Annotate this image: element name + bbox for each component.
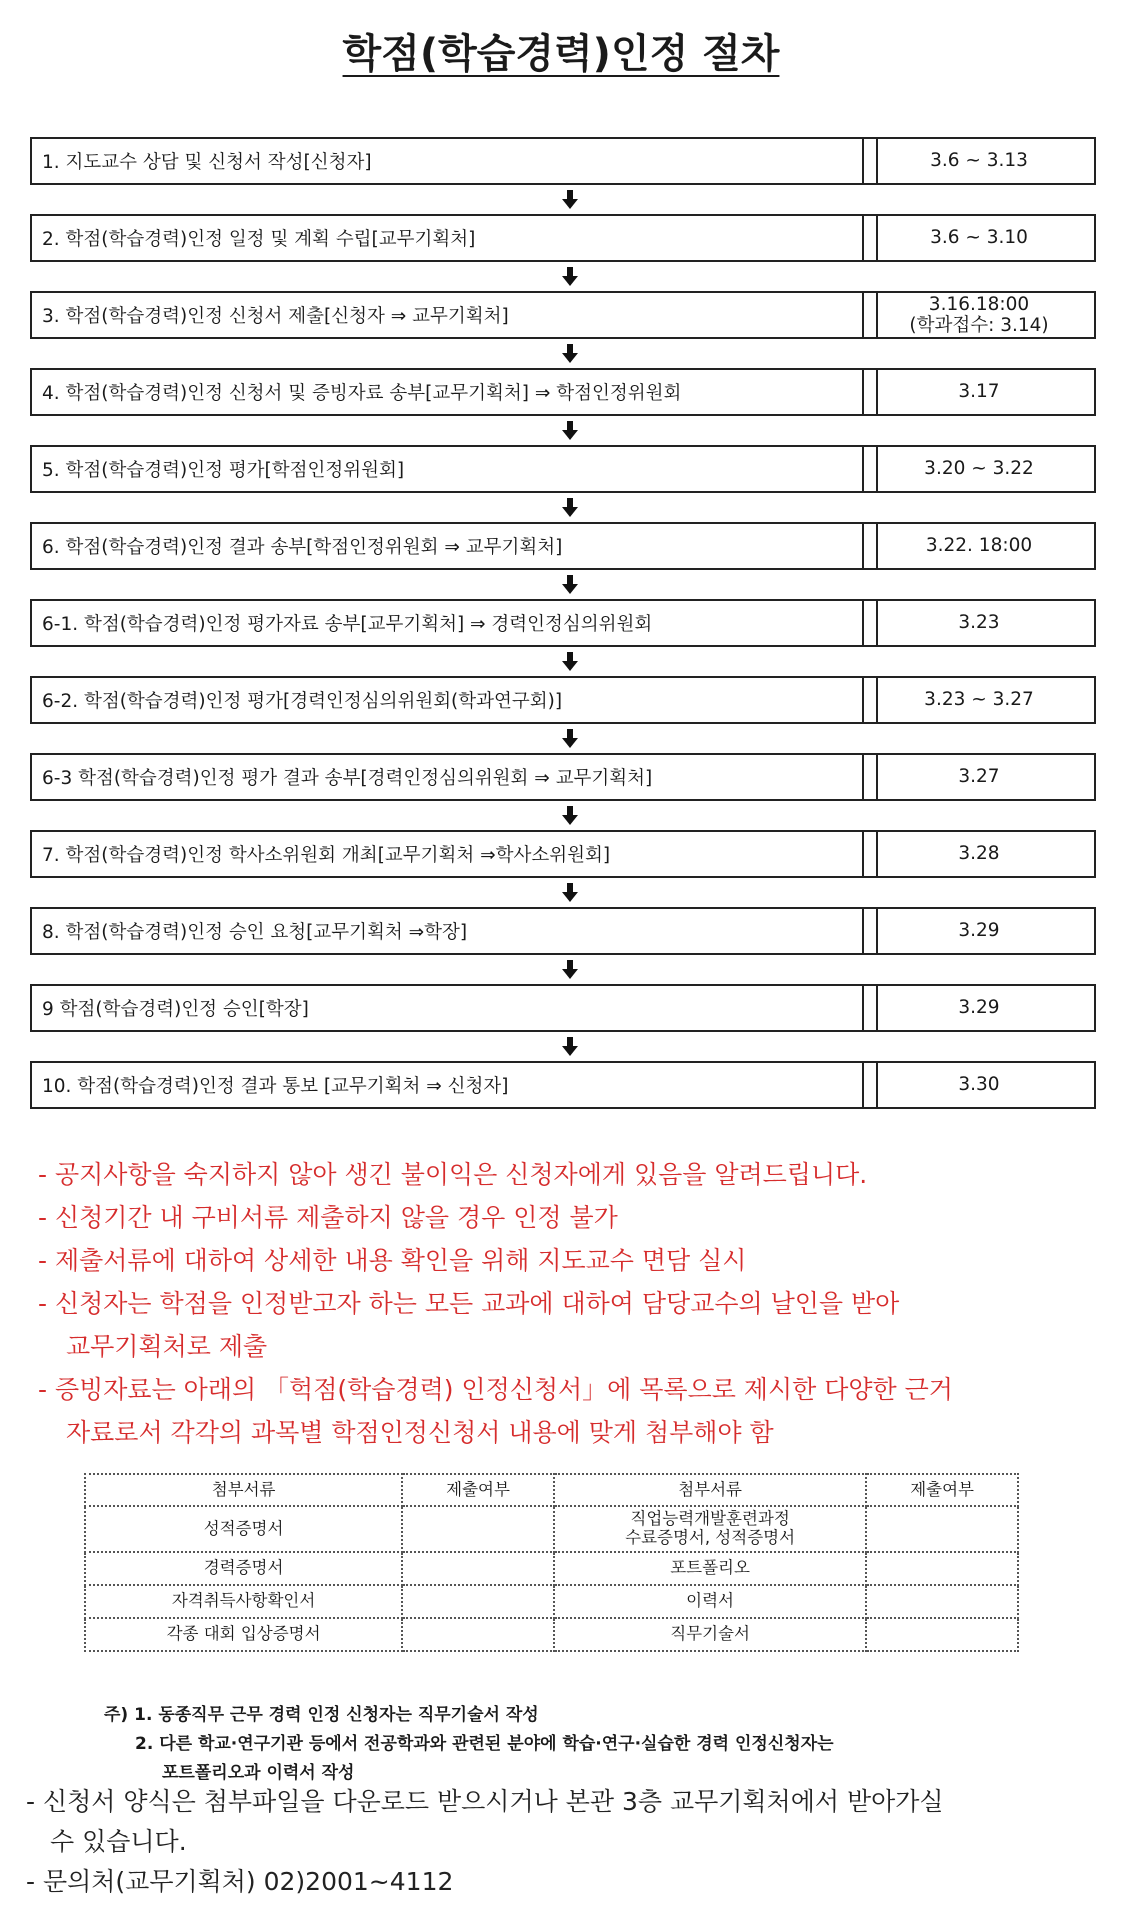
table-cell: 경력증명서 xyxy=(85,1552,402,1585)
notice-item: - 공지사항을 숙지하지 않아 생긴 불이익은 신청자에게 있음을 알려드립니다. xyxy=(38,1160,868,1189)
table-cell: 성적증명서 xyxy=(85,1506,402,1552)
notice-item: - 증빙자료는 아래의 「헉점(학습경력) 인정신청서」에 목록으로 제시한 다양한 근거 xyxy=(38,1375,953,1404)
note-line: 2. 다른 학교·연구기관 등에서 전공학과와 관련된 분야에 학습·연구·실습한 경력 인정신청자는 xyxy=(135,1734,834,1754)
table-row xyxy=(85,1552,1018,1585)
step-label: 6. 학점(학습경력)인정 결과 송부[학점인정위원회 ⇒ 교무기획처] xyxy=(30,522,878,570)
table-cell: 이력서 xyxy=(554,1585,866,1618)
notice-item: - 신청기간 내 구비서류 제출하지 않을 경우 인정 불가 xyxy=(38,1203,618,1232)
cell-line: 수료증명서, 성적증명서 xyxy=(625,1528,796,1547)
cell-line: 직업능력개발훈련과정 xyxy=(630,1509,790,1529)
step-6-1 xyxy=(30,599,1094,647)
down-arrow-icon xyxy=(562,264,578,290)
down-arrow-icon xyxy=(562,880,578,906)
step-7 xyxy=(30,830,1094,878)
col-header: 제출여부 xyxy=(402,1474,554,1506)
table-row xyxy=(85,1618,1018,1651)
table-cell xyxy=(866,1506,1018,1552)
down-arrow-icon xyxy=(562,649,578,675)
step-2 xyxy=(30,214,1094,262)
table-cell xyxy=(402,1506,554,1552)
step-label: 5. 학점(학습경력)인정 평가[학점인정위원회] xyxy=(30,445,878,493)
step-label: 3. 학점(학습경력)인정 신청서 제출[신청자 ⇒ 교무기획처] xyxy=(30,291,878,339)
notice-item: - 신청자는 학점을 인정받고자 하는 모든 교과에 대하여 담당교수의 날인을 받아 xyxy=(38,1289,900,1318)
step-date: 3.29 xyxy=(862,984,1096,1032)
step-date: 3.20 ~ 3.22 xyxy=(862,445,1096,493)
footer-info xyxy=(26,1782,944,1902)
table-cell xyxy=(866,1585,1018,1618)
attachment-table xyxy=(84,1473,1019,1652)
step-date: 3.6 ~ 3.10 xyxy=(862,214,1096,262)
step-4 xyxy=(30,368,1094,416)
col-header: 제출여부 xyxy=(866,1474,1018,1506)
step-5 xyxy=(30,445,1094,493)
step-date: 3.17 xyxy=(862,368,1096,416)
down-arrow-icon xyxy=(562,803,578,829)
down-arrow-icon xyxy=(562,341,578,367)
step-date: 3.22. 18:00 xyxy=(862,522,1096,570)
step-label: 8. 학점(학습경력)인정 승인 요청[교무기획처 ⇒학장] xyxy=(30,907,878,955)
table-row xyxy=(85,1506,1018,1552)
footer-contact: - 문의처(교무기획처) 02)2001~4112 xyxy=(26,1867,454,1896)
down-arrow-icon xyxy=(562,726,578,752)
footer-line: - 신청서 양식은 첨부파일을 다운로드 받으시거나 본관 3층 교무기획처에서 받아가실 xyxy=(26,1787,944,1816)
step-label: 1. 지도교수 상담 및 신청서 작성[신청자] xyxy=(30,137,878,185)
step-6-2 xyxy=(30,676,1094,724)
table-cell xyxy=(866,1618,1018,1651)
step-date: 3.29 xyxy=(862,907,1096,955)
step-date: 3.27 xyxy=(862,753,1096,801)
step-date: 3.16.18:00 (학과접수: 3.14) xyxy=(862,291,1096,339)
table-notes xyxy=(104,1701,834,1788)
step-3 xyxy=(30,291,1094,339)
table-cell xyxy=(402,1585,554,1618)
table-header-row xyxy=(85,1474,1018,1506)
step-1 xyxy=(30,137,1094,185)
step-10 xyxy=(30,1061,1094,1109)
col-header: 첨부서류 xyxy=(85,1474,402,1506)
step-label: 10. 학점(학습경력)인정 결과 통보 [교무기획처 ⇒ 신청자] xyxy=(30,1061,878,1109)
notice-item: - 제출서류에 대하여 상세한 내용 확인을 위해 지도교수 면담 실시 xyxy=(38,1246,747,1275)
step-8 xyxy=(30,907,1094,955)
step-label: 2. 학점(학습경력)인정 일정 및 계획 수립[교무기획처] xyxy=(30,214,878,262)
down-arrow-icon xyxy=(562,187,578,213)
table-cell: 자격취득사항확인서 xyxy=(85,1585,402,1618)
table-cell xyxy=(402,1552,554,1585)
step-date: 3.23 ~ 3.27 xyxy=(862,676,1096,724)
table-cell xyxy=(402,1618,554,1651)
step-6 xyxy=(30,522,1094,570)
step-label: 7. 학점(학습경력)인정 학사소위원회 개최[교무기획처 ⇒학사소위원회] xyxy=(30,830,878,878)
step-label: 6-1. 학점(학습경력)인정 평가자료 송부[교무기획처] ⇒ 경력인정심의위원회 xyxy=(30,599,878,647)
step-label: 6-3 학점(학습경력)인정 평가 결과 송부[경력인정심의위원회 ⇒ 교무기획처] xyxy=(30,753,878,801)
table-cell: 직무기술서 xyxy=(554,1618,866,1651)
step-date: 3.23 xyxy=(862,599,1096,647)
notice-list xyxy=(38,1153,1098,1454)
step-date: 3.30 xyxy=(862,1061,1096,1109)
step-label: 4. 학점(학습경력)인정 신청서 및 증빙자료 송부[교무기획처] ⇒ 학점인정위원회 xyxy=(30,368,878,416)
footer-line: 수 있습니다. xyxy=(50,1827,187,1856)
table-row xyxy=(85,1585,1018,1618)
notice-item-cont: 자료로서 각각의 과목별 학점인정신청서 내용에 맞게 첨부해야 함 xyxy=(66,1418,774,1447)
notice-item-cont: 교무기획처로 제출 xyxy=(66,1332,268,1361)
table-cell xyxy=(866,1552,1018,1585)
col-header: 첨부서류 xyxy=(554,1474,866,1506)
step-date: 3.6 ~ 3.13 xyxy=(862,137,1096,185)
step-9 xyxy=(30,984,1094,1032)
down-arrow-icon xyxy=(562,1034,578,1060)
step-label: 6-2. 학점(학습경력)인정 평가[경력인정심의위원회(학과연구회)] xyxy=(30,676,878,724)
step-label: 9 학점(학습경력)인정 승인[학장] xyxy=(30,984,878,1032)
table-cell xyxy=(554,1506,866,1552)
step-date: 3.28 xyxy=(862,830,1096,878)
table-cell: 포트폴리오 xyxy=(554,1552,866,1585)
page-title: 학점(학습경력)인정 절차 xyxy=(342,31,780,77)
down-arrow-icon xyxy=(562,495,578,521)
table-cell: 각종 대회 입상증명서 xyxy=(85,1618,402,1651)
procedure-steps xyxy=(30,137,1094,1138)
down-arrow-icon xyxy=(562,572,578,598)
down-arrow-icon xyxy=(562,957,578,983)
step-6-3 xyxy=(30,753,1094,801)
note-line: 포트폴리오과 이력서 작성 xyxy=(162,1763,355,1783)
note-line: 주) 1. 동종직무 근무 경력 인정 신청자는 직무기술서 작성 xyxy=(104,1705,539,1725)
down-arrow-icon xyxy=(562,418,578,444)
